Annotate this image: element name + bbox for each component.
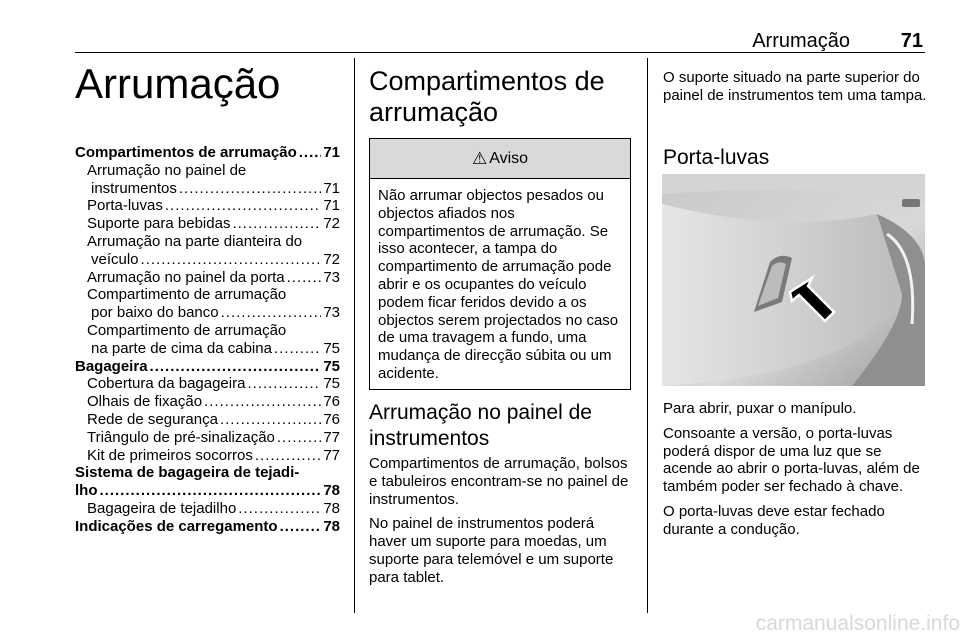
toc-entry-luggage[interactable] [75, 358, 340, 376]
toc-entry-instrument-panel-line1[interactable]: Arrumação no painel de [87, 161, 247, 179]
toc-entry-roof-storage-line1[interactable]: Compartimento de arrumação [87, 321, 287, 339]
toc-leader [274, 340, 321, 358]
warning-label: Aviso [489, 149, 529, 167]
toc-leader [287, 269, 322, 287]
glovebox-photo [662, 174, 925, 386]
table-of-contents [75, 144, 340, 536]
toc-entry-glovebox[interactable] [75, 197, 340, 215]
toc-leader [232, 215, 321, 233]
glovebox-paragraph-1: Para abrir, puxar o manípulo. [663, 400, 857, 417]
toc-entry-loading-info[interactable] [75, 518, 340, 536]
toc-page: 75 [323, 375, 340, 393]
toc-page: 75 [323, 339, 340, 357]
glovebox-body [663, 400, 928, 539]
warning-text: Não arrumar objectos pesados ou objectos afiados nos compartimentos de arrumação. Se isso acontecer, a tampa do compartimento de arrumação pode abrir e os ocupantes do veículo podem ficar feridos devido a os objectos serem projectados no caso de uma travagem a fundo, uma mudança de direcção súbita ou um acidente. [378, 187, 619, 382]
toc-page: 77 [323, 428, 340, 446]
toc-label: Olhais de fixação [87, 393, 203, 411]
toc-label: lho [75, 482, 98, 500]
toc-page: 78 [323, 482, 340, 500]
toc-page: 75 [323, 357, 340, 375]
toc-page: 77 [323, 446, 340, 464]
toc-leader [150, 358, 322, 376]
toc-page: 71 [323, 144, 340, 161]
glovebox-paragraph-2: Consoante a versão, o porta-luvas poderá dispor de uma luz que se acende ao abrir o porta-luvas, além de também poder ser fechado à chave. [663, 424, 920, 496]
warning-box [369, 138, 631, 390]
toc-leader [277, 429, 321, 447]
toc-entry-safety-net[interactable] [75, 411, 340, 429]
toc-label: Triângulo de pré-sinalização [87, 428, 275, 446]
toc-entry-cupholders[interactable] [75, 215, 340, 233]
toc-leader [100, 482, 322, 500]
toc-leader [204, 393, 321, 411]
column-divider-left [354, 58, 355, 613]
subsection-title: Arrumação no painel de instrumentos [369, 401, 592, 450]
toc-label: Porta-luvas [87, 197, 163, 215]
toc-entry-roof-rack[interactable] [75, 500, 340, 518]
section-paragraph-1: Compartimentos de arrumação, bolsos e tabuleiros encontram-se no painel de instrumentos. [369, 455, 629, 508]
toc-entry-roof-rack-system[interactable] [75, 482, 340, 500]
toc-entry-storage[interactable] [75, 144, 340, 162]
toc-leader [141, 251, 322, 269]
toc-page: 73 [323, 268, 340, 286]
toc-entry-warning-triangle[interactable] [75, 429, 340, 447]
watermark: carmanualsonline.info [755, 612, 960, 635]
toc-entry-instrument-panel[interactable] [75, 180, 340, 198]
column3-intro: O suporte situado na parte superior do painel de instrumentos tem uma tampa. [663, 69, 927, 104]
toc-label: Rede de segurança [87, 410, 218, 428]
warning-header [370, 139, 630, 179]
toc-label: por baixo do banco [91, 304, 219, 322]
toc-page: 78 [323, 517, 340, 535]
toc-entry-front-storage[interactable] [75, 251, 340, 269]
toc-label: Indicações de carregamento [75, 517, 278, 535]
toc-entry-door-storage[interactable] [75, 269, 340, 287]
toc-entry-under-seat-line1[interactable]: Compartimento de arrumação [87, 286, 287, 304]
chapter-title: Arrumação [75, 60, 281, 107]
toc-leader [280, 518, 322, 536]
toc-page: 78 [323, 499, 340, 517]
toc-page: 72 [323, 215, 340, 233]
toc-page: 76 [323, 393, 340, 411]
toc-label: Cobertura da bagageira [87, 375, 246, 393]
toc-entry-under-seat[interactable] [75, 304, 340, 322]
toc-label: Kit de primeiros socorros [87, 446, 253, 464]
toc-entry-front-storage-line1[interactable]: Arrumação na parte dianteira do [87, 232, 303, 250]
column-divider-right [647, 58, 648, 613]
toc-entry-lashing-eyes[interactable] [75, 393, 340, 411]
toc-label: na parte de cima da cabina [91, 339, 272, 357]
toc-page: 72 [323, 250, 340, 268]
section-body [369, 455, 634, 587]
toc-leader [238, 500, 321, 518]
section-title: Compartimentos de arrumação [369, 66, 605, 127]
toc-label: Arrumação no painel da porta [87, 268, 285, 286]
toc-label: instrumentos [91, 179, 177, 197]
toc-entry-luggage-cover[interactable] [75, 375, 340, 393]
toc-page: 71 [323, 179, 340, 197]
toc-page: 71 [323, 197, 340, 215]
toc-entry-first-aid[interactable] [75, 447, 340, 465]
running-header-title: Arrumação [752, 30, 850, 52]
toc-leader [179, 180, 321, 198]
toc-leader [220, 411, 321, 429]
toc-entry-roof-rack-system-line1[interactable]: Sistema de bagageira de tejadi- [75, 464, 300, 482]
toc-label: Bagageira [75, 357, 148, 375]
toc-leader [221, 304, 322, 322]
toc-label: Bagageira de tejadilho [87, 499, 237, 517]
toc-label: veículo [91, 250, 139, 268]
page-number: 71 [900, 30, 923, 52]
toc-label: Suporte para bebidas [87, 215, 231, 233]
toc-entry-roof-storage[interactable] [75, 340, 340, 358]
glovebox-title: Porta-luvas [663, 146, 770, 169]
toc-label: Compartimentos de arrumação [75, 144, 297, 161]
toc-leader [299, 144, 322, 162]
toc-leader [255, 447, 321, 465]
toc-page: 73 [323, 304, 340, 322]
glovebox-paragraph-3: O porta-luvas deve estar fechado durante a condução. [663, 502, 885, 538]
section-paragraph-2: No painel de instrumentos poderá haver um suporte para moedas, um suporte para telemóvel e um suporte para tablet. [369, 515, 614, 586]
warning-triangle-icon: ⚠ [471, 148, 488, 168]
header-rule [75, 52, 925, 53]
toc-leader [165, 197, 321, 215]
toc-leader [247, 375, 321, 393]
toc-page: 76 [323, 410, 340, 428]
